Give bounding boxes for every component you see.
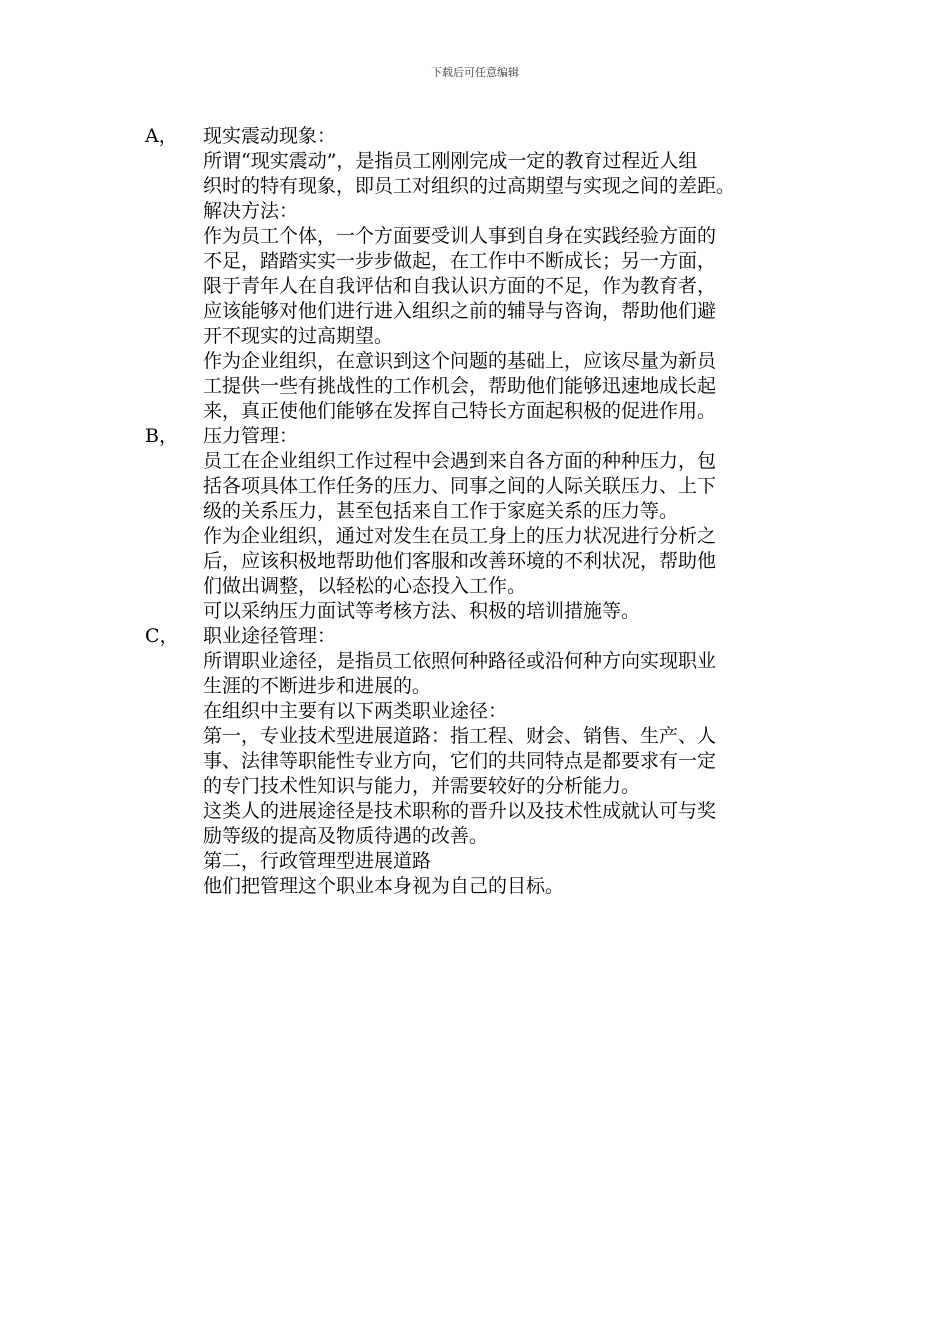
section-label: C，: [145, 625, 179, 647]
text-line: 的专门技术性知识与能力，并需要较好的分析能力。: [203, 775, 641, 797]
text-line: 生涯的不断进步和进展的。: [203, 675, 432, 697]
text-line: 织时的特有现象，即员工对组织的过高期望与实现之间的差距。: [203, 175, 736, 197]
text-line: 开不现实的过高期望。: [203, 325, 394, 347]
text-line: 后，应该积极地帮助他们客服和改善环境的不利状况，帮助他: [203, 550, 717, 572]
section-label: A，: [145, 125, 178, 147]
text-line: 可以采纳压力面试等考核方法、积极的培训措施等。: [203, 600, 641, 622]
text-line: 工提供一些有挑战性的工作机会，帮助他们能够迅速地成长起: [203, 375, 717, 397]
text-line: 励等级的提高及物质待遇的改善。: [203, 825, 489, 847]
text-line: 所谓职业途径，是指员工依照何种路径或沿何种方向实现职业: [203, 650, 717, 672]
text-line: 括各项具体工作任务的压力、同事之间的人际关联压力、上下: [203, 475, 717, 497]
text-line: 他们把管理这个职业本身视为自己的目标。: [203, 875, 565, 897]
text-line: 这类人的进展途径是技术职称的晋升以及技术性成就认可与奖: [203, 800, 717, 822]
section-heading: 职业途径管理：: [203, 625, 337, 647]
text-line: 作为企业组织，在意识到这个问题的基础上，应该尽量为新员: [203, 350, 717, 372]
text-line: 第二，行政管理型进展道路: [203, 850, 432, 872]
text-line: 解决方法：: [203, 200, 299, 222]
section-heading: 现实震动现象：: [203, 125, 337, 147]
section-body: [203, 124, 818, 424]
text-line: 来，真正使他们能够在发挥自己特长方面起积极的促进作用。: [203, 400, 717, 422]
text-line: 不足，踏踏实实一步步做起，在工作中不断成长；另一方面，: [203, 250, 717, 272]
text-line: 应该能够对他们进行进入组织之前的辅导与咨询，帮助他们避: [203, 300, 717, 322]
text-line: 员工在企业组织工作过程中会遇到来自各方面的种种压力，包: [203, 450, 717, 472]
text-line: 在组织中主要有以下两类职业途径：: [203, 700, 508, 722]
text-line: 作为企业组织，通过对发生在员工身上的压力状况进行分析之: [203, 525, 717, 547]
section-heading: 压力管理：: [203, 425, 299, 447]
text-line: 事、法律等职能性专业方向，它们的共同特点是都要求有一定: [203, 750, 717, 772]
text-line: 级的关系压力，甚至包括来自工作于家庭关系的压力等。: [203, 500, 679, 522]
text-line: 第一，专业技术型进展道路：指工程、财会、销售、生产、人: [203, 725, 717, 747]
text-line: 们做出调整，以轻松的心态投入工作。: [203, 575, 527, 597]
text-line: 作为员工个体，一个方面要受训人事到自身在实践经验方面的: [203, 225, 717, 247]
section-label: B，: [145, 425, 178, 447]
page-header: 下载后可任意编辑: [431, 66, 519, 79]
text-line: 所谓“现实震动”，是指员工刚刚完成一定的教育过程近人组: [203, 150, 698, 172]
text-line: 限于青年人在自我评估和自我认识方面的不足，作为教育者，: [203, 275, 717, 297]
section-body: [203, 624, 818, 899]
section-body: [203, 424, 818, 624]
